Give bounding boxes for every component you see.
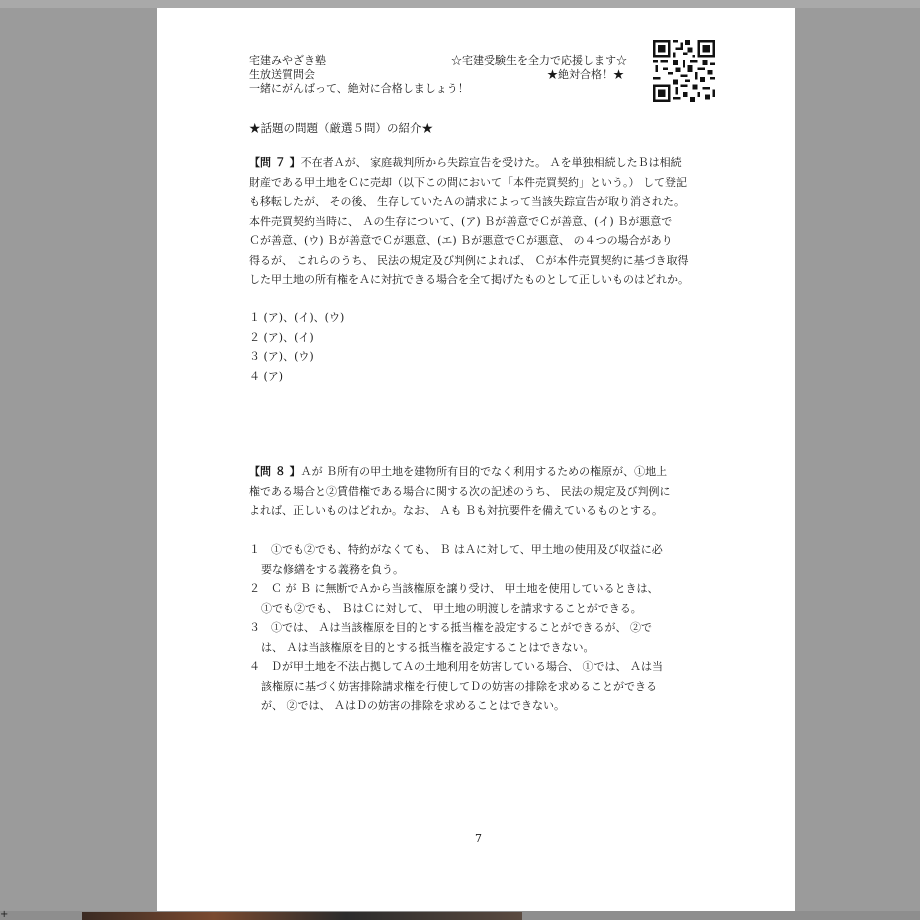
question-8: [249, 462, 709, 521]
choice-item: １ (ア)、(イ)、(ウ): [249, 311, 345, 324]
choice-item: ２ (ア)、(イ): [249, 330, 314, 344]
question-7-text-line: 得るが、 これらのうち、 民法の規定及び判例によれば、 Ｃが本件売買契約に基づき取得: [249, 253, 689, 267]
question-7-text-line: 財産である甲土地をＣに売却（以下この問において「本件売買契約」という。） して登記: [249, 175, 687, 189]
header-slogan: 一緒にがんばって、絶対に合格しましょう！: [249, 82, 469, 95]
question-7: [249, 153, 709, 290]
question-7-text-line: 不在者Ａが、 家庭裁判所から失踪宣告を受けた。 Ａを単独相続したＢは相続: [300, 156, 682, 169]
document-page: [157, 8, 795, 912]
page-number: 7: [475, 832, 482, 845]
question-8-choices: [249, 540, 709, 716]
qr-code-icon: [653, 40, 715, 102]
question-7-text-line: も移転したが、 その後、 生存していたＡの請求によって当該失踪宣告が取り消された。: [249, 195, 685, 208]
thumbnail-strip[interactable]: [82, 912, 522, 920]
question-8-label: 【問 ８ 】: [249, 465, 301, 478]
choice-item: ４ Ｄが甲土地を不法占拠してＡの土地利用を妨害している場合、 ①では、 Ａは当 該権原に基づく妨害排除請求権を行使してＤの妨害の排除を求めることができる が、 ②では、 ＡはＤの妨害の排除を求めることはできない。: [249, 660, 663, 712]
header-event-name: 生放送質問会: [249, 68, 315, 81]
choice-item: １ ①でも②でも、特約がなくても、 Ｂ はＡに対して、甲土地の使用及び収益に必 要な修繕をする義務を負う。: [249, 543, 663, 576]
viewer-top-edge: [0, 0, 920, 8]
header-support-message: ☆宅建受験生を全力で応援します☆: [451, 54, 627, 67]
question-8-text-line: Ａが Ｂ所有の甲土地を建物所有目的でなく利用するための権原が、①地上: [300, 465, 668, 478]
choice-item: ２ Ｃ が Ｂ に無断でＡから当該権原を譲り受け、 甲土地を使用しているときは、 ①でも②でも、 ＢはＣに対して、 甲土地の明渡しを請求することができる。: [249, 582, 659, 615]
header-pass-message: ★絶対合格！★: [547, 68, 624, 81]
question-8-text-line: 権である場合と②賃借権である場合に関する次の記述のうち、 民法の規定及び判例に: [249, 484, 671, 498]
question-7-choices: [249, 308, 344, 386]
choice-item: ４ (ア): [249, 369, 284, 383]
question-7-text-line: Ｃが善意、(ウ) Ｂが善意でＣが悪意、(エ) Ｂが悪意でＣが悪意、 の４つの場合があり: [249, 234, 673, 247]
choice-item: ３ (ア)、(ウ): [249, 350, 314, 363]
question-8-text-line: よれば、正しいものはどれか。なお、 Ａも Ｂも対抗要件を備えているものとする。: [249, 504, 663, 517]
corner-mark: +: [0, 909, 9, 920]
question-7-text-line: した甲土地の所有権をＡに対抗できる場合を全て掲げたものとして正しいものはどれか。: [249, 273, 689, 286]
section-title: ★話題の問題（厳選５問）の紹介★: [249, 121, 433, 135]
question-7-label: 【問 ７ 】: [249, 156, 301, 169]
choice-item: ３ ①では、 Ａは当該権原を目的とする抵当権を設定することができるが、 ②で は、 Ａは当該権原を目的とする抵当権を設定することはできない。: [249, 621, 652, 654]
header-org-name: 宅建みやざき塾: [249, 54, 326, 67]
question-7-text-line: 本件売買契約当時に、 Ａの生存について、(ア) Ｂが善意でＣが善意、(イ) Ｂが悪意で: [249, 214, 673, 228]
